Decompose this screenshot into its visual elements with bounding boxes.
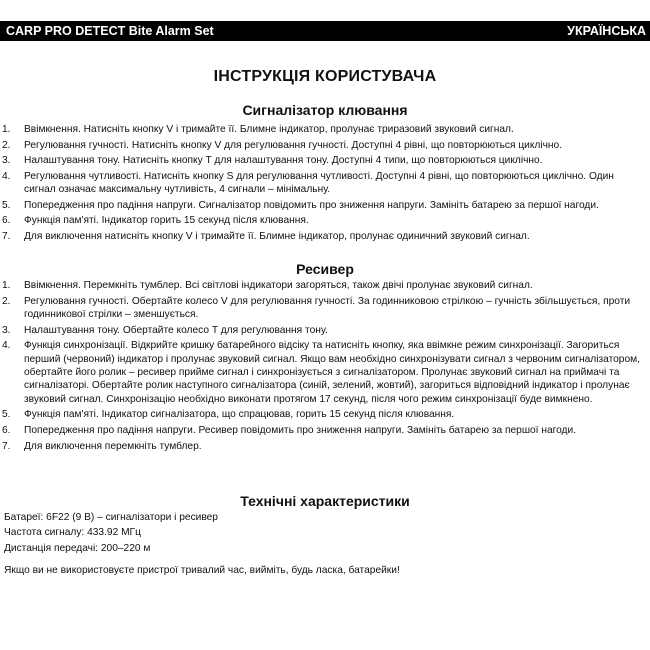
list-item <box>0 339 640 406</box>
bite-alarm-steps <box>0 123 640 246</box>
language-label: УКРАЇНСЬКА <box>567 24 646 38</box>
spec-battery: Батареї: 6F22 (9 В) – сигналізатори і ресивер <box>4 512 218 523</box>
list-item-text: Функція синхронізації. Відкрийте кришку батарейного відсіку та натисніть кнопку, яка ввімкне режим синхронізації. Загориться перший (червоний) індикатор і пролунає звуковий сигнал. Якщо вам необхідно синхронізувати сигнал з червоним сигналізатором, обертайте його ролик – ресивер прийме сигнал і синхронізується з сигналізатором. Пролунає звуковий сигнал на приймачі та сигналізаторі. Обертайте ролик наступного сигналізатора (синій, зелений, жовтий), загориться відповідний індикатор і пролунає звуковий сигнал. Синхронізацію необхідно виконати протягом 17 секунд, після чого режим синхронізації буде вимкнено. <box>24 340 640 405</box>
list-item-number: 1. <box>2 280 11 291</box>
list-item-text: Налаштування тону. Натисніть кнопку T для налаштування тону. Доступні 4 типи, що повторюються циклічно. <box>24 155 543 167</box>
list-item-text: Налаштування тону. Обертайте колесо T для регулювання тону. <box>24 324 328 336</box>
list-item-number: 2. <box>2 139 11 151</box>
section-title-bite-alarm: Сигналізатор клювання <box>242 102 408 118</box>
section-title-receiver: Ресивер <box>296 261 354 277</box>
list-item <box>0 154 640 167</box>
list-item-number: 4. <box>2 170 11 182</box>
list-item-number: 7. <box>2 230 11 242</box>
list-item-text: Ввімкнення. Перемкніть тумблер. Всі світлові індикатори загоряться, також двічі пролунає звуковий сигнал. <box>24 280 533 291</box>
list-item <box>0 440 640 453</box>
list-item-text: Ввімкнення. Натисніть кнопку V і тримайте її. Блимне індикатор, пролунає триразовий звуковий сигнал. <box>24 124 514 135</box>
list-item <box>0 170 640 197</box>
list-item-text: Регулювання чутливості. Натисніть кнопку S для регулювання чутливості. Доступні 4 рівні, що повторюються циклічно. Один сигнал означає максимальну чутливість, 4 сигнали – мінімальну. <box>24 170 614 196</box>
list-item <box>0 123 640 136</box>
list-item-text: Регулювання гучності. Натисніть кнопку V для регулювання гучності. Доступні 4 рівні, що повторюються циклічно. <box>24 139 563 151</box>
list-item-number: 2. <box>2 295 11 307</box>
spec-distance: Дистанція передачі: 200–220 м <box>4 542 151 554</box>
list-item <box>0 324 640 337</box>
list-item-text: Для виключення перемкніть тумблер. <box>24 440 202 452</box>
specs-block <box>4 510 218 556</box>
list-item-number: 6. <box>2 425 11 436</box>
list-item-number: 5. <box>2 199 11 211</box>
list-item-text: Функція пам'яті. Індикатор горить 15 секунд після клювання. <box>24 215 309 227</box>
list-item <box>0 230 640 243</box>
list-item-number: 4. <box>2 340 11 352</box>
product-name: CARP PRO DETECT Bite Alarm Set <box>6 24 214 38</box>
list-item <box>0 408 640 421</box>
list-item <box>0 214 640 227</box>
list-item <box>0 295 640 322</box>
list-item-text: Попередження про падіння напруги. Сигналізатор повідомить про зниження напруги. Замініть батарею за першої нагоди. <box>24 199 599 211</box>
section-title-specs: Технічні характеристики <box>240 493 410 509</box>
header-bar <box>0 21 650 41</box>
list-item-number: 6. <box>2 215 11 227</box>
list-item <box>0 139 640 152</box>
list-item-text: Попередження про падіння напруги. Ресивер повідомить про зниження напруги. Замініть батарею за першої нагоди. <box>24 425 577 436</box>
list-item <box>0 279 640 292</box>
list-item-text: Функція пам'яті. Індикатор сигналізатора, що спрацював, горить 15 секунд після клювання. <box>24 409 455 421</box>
list-item-text: Для виключення натисніть кнопку V і тримайте її. Блимне індикатор, пролунає одиничний звуковий сигнал. <box>24 230 530 242</box>
list-item-number: 7. <box>2 440 11 452</box>
spec-frequency: Частота сигналу: 433.92 МГц <box>4 527 141 539</box>
document-title: ІНСТРУКЦІЯ КОРИСТУВАЧА <box>213 68 437 85</box>
receiver-steps <box>0 279 640 455</box>
battery-note: Якщо ви не використовуєте пристрої тривалий час, вийміть, будь ласка, батарейки! <box>4 565 400 576</box>
list-item <box>0 424 640 437</box>
list-item-number: 3. <box>2 324 11 336</box>
list-item-number: 5. <box>2 409 11 421</box>
list-item <box>0 199 640 212</box>
list-item-number: 1. <box>2 124 11 135</box>
list-item-number: 3. <box>2 155 11 167</box>
list-item-text: Регулювання гучності. Обертайте колесо V для регулювання гучності. За годинниковою стрілкою – гучність збільшується, проти годинникової стрілки – зменшується. <box>24 295 631 320</box>
